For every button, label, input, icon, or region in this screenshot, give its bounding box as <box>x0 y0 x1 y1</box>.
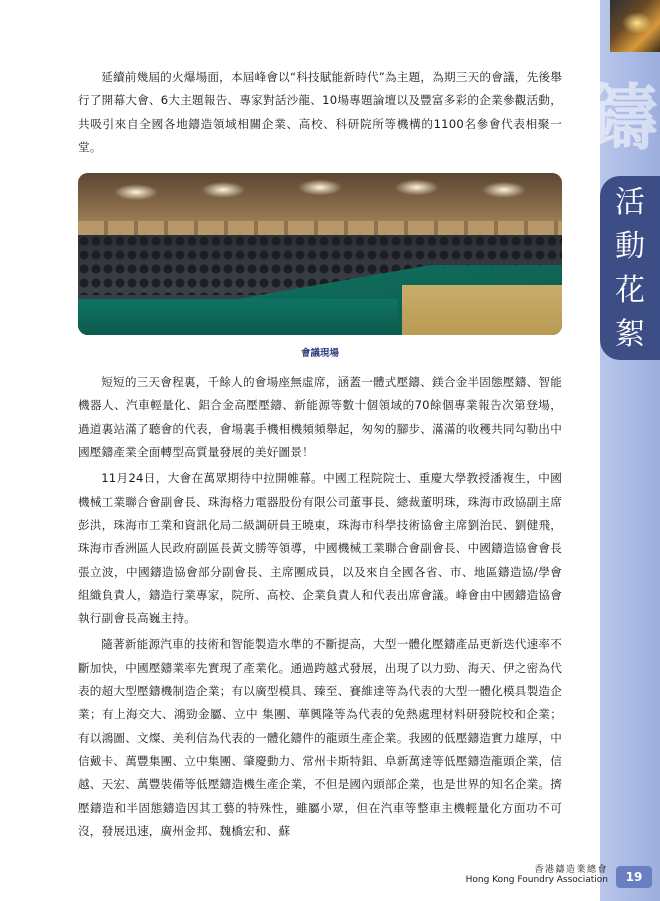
page-number: 19 <box>616 866 652 888</box>
footer-org-english: Hong Kong Foundry Association <box>465 875 608 885</box>
paragraph-3: 11月24日，大會在萬眾期待中拉開帷幕。中國工程院院士、重慶大學教授潘複生，中國機械工業聯合會副會長、珠海格力電器股份有限公司董事長、總裁董明珠，珠海市政協副主席彭洪，珠海市工業和資訊化局二級調研員王曉東，珠海市科學技術協會主席劉治民、劉健飛，珠海市香洲區人民政府副區長黃文勝等領導，中國機械工業聯合會副會長、中國鑄造協會會長張立波，中國鑄造協會部分副會長、主席團成員，以及來自全國各省、市、地區鑄造協/學會組織負責人，鑄造行業專家，院所、高校、企業負責人和代表出席會議。峰會由中國鑄造協會執行副會長高巍主持。 <box>78 471 562 626</box>
section-watermark-char: 鑄 <box>585 75 658 160</box>
section-title-char-3: 花 <box>615 273 645 308</box>
photo-floor <box>402 285 562 335</box>
band-top-glow <box>622 12 652 34</box>
paragraph-4: 隨著新能源汽車的技術和智能製造水準的不斷提高，大型一體化壓鑄產品更新迭代速率不斷加快，中國壓鑄業率先實現了產業化。通過跨越式發展，出現了以力勁、海天、伊之密為代表的超大型壓鑄機制造企業；有以廣型模具、臻至、賽維達等為代表的大型一體化模具製造企業；有上海交大、鴻勁金屬、立中 集團、華興隆等為代表的免熱處理材料研發院校和企業；有以鴻圖、文燦、美利信為代表的一體化鑄件的龍頭生產企業。我國的低壓鑄造實力雄厚，中信戴卡、萬豐集團、立中集團、肇慶動力、常州卡斯特鋁、阜新萬達等低壓鑄造龍頭企業，信越、天宏、萬豐裝備等低壓鑄造機生產企業，不但是國內頭部企業，也是世界的知名企業。擠壓鑄造和半固態鑄造因其工藝的特殊性，雖屬小眾，但在汽車等整車主機輕量化方面功不可沒，發展迅速，廣州金邦、魏橋宏和、蘇 <box>78 637 562 838</box>
section-title-char-1: 活 <box>615 185 645 220</box>
section-title-char-2: 動 <box>615 229 645 264</box>
conference-photo <box>78 173 562 335</box>
section-title-char-4: 絮 <box>615 317 645 352</box>
photo-caption: 會議現場 <box>300 348 339 360</box>
article-body <box>78 66 562 843</box>
paragraph-2: 短短的三天會程裏，千餘人的會場座無虛席，涵蓋一體式壓鑄、鎂合金半固態壓鑄、智能機器人、汽車輕量化、鋁合金高壓壓鑄、新能源等數十個領域的70餘個專業報告次第登場，過道裏站滿了聽會的代表，會場裏手機相機頻頻舉起，匆匆的腳步、滿滿的收穫共同勾勒出中國壓鑄產業全面轉型高質量發展的美好圖景！ <box>78 375 562 460</box>
photo-ceiling-lights <box>78 173 562 221</box>
paragraph-1: 延續前幾屆的火爆場面，本屆峰會以“科技賦能新時代”為主題，為期三天的會議，先後舉行了開幕大會、6大主題報告、專家對話沙龍、10場專題論壇以及豐富多彩的企業參觀活動，共吸引來自全國各地鑄造領域相關企業、高校、科研院所等機構的1100名參會代表相聚一堂。 <box>78 70 562 154</box>
footer-org-chinese: 香港鑄造業總會 <box>534 865 608 875</box>
photo-front-table <box>78 299 398 335</box>
